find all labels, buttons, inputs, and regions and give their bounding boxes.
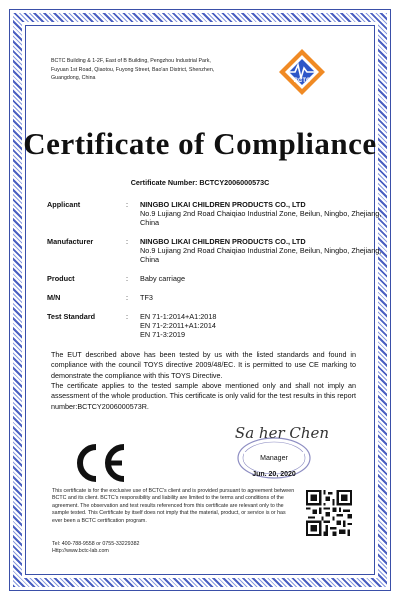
certificate-title: Certificate of Compliance [23,126,377,161]
test-standard-2: EN 71-2:2011+A1:2014 [140,321,216,331]
signature-name: Sa her Chen [234,424,330,442]
manufacturer-label: Manufacturer [47,237,94,246]
address-line-3: Guangdong, China [51,75,96,82]
applicant-address: No.9 Lujiang 2nd Road Chaiqiao Industrial Zone, Beilun, Ningbo, Zhejiang, China [140,209,382,228]
model-label: M/N [47,293,61,302]
manufacturer-value [140,237,400,265]
certificate-number-line [0,178,400,187]
signature-date: Jun. 20, 2020 [252,471,296,478]
model-value: TF3 [140,293,153,302]
certificate-number: BCTCY2006000573C [199,178,270,187]
applicant-label: Applicant [47,200,81,209]
test-standard-1: EN 71-1:2014+A1:2018 [140,312,217,321]
disclaimer-fine-print: This certificate is for the exclusive use of BCTC's client and is provided pursuant to agreement between BCTC and its client. BCTC's responsibility and liability are limited to the terms and conditions of the agreement. The observation and test results referenced from this certificate are relevant only to the sample tested. This Certificate by itself does not imply that the material, product, or service is or has ever been a BCTC certification program. [52,488,295,524]
address-line-1: BCTC Building & 1-2F, East of B Building, Pengzhou Industrial Park, [51,58,211,64]
bctc-logo [267,47,337,95]
issuer-address [51,57,256,83]
address-line-2: Fuyuan 1st Road, Qiaotou, Fuyong Street, Bao'an District, Shenzhen, [51,66,215,73]
contact-website: Http://www.bctc-lab.com [52,548,109,555]
contact-tel: Tel: 400-788-9558 or 0755-33229382 [52,541,140,547]
test-standard-value [140,312,400,340]
statement-paragraph-2: The certificate applies to the tested sample above mentioned only and shall not imply an assessment of the whole production. This certificate is only valid for the test results in this report number:BCTCY2006000573R. [51,381,356,411]
manufacturer-name: NINGBO LIKAI CHILDREN PRODUCTS CO., LTD [140,237,306,246]
qr-code [306,490,352,536]
contact-info [52,541,252,556]
product-value: Baby carriage [140,274,186,283]
applicant-name: NINGBO LIKAI CHILDREN PRODUCTS CO., LTD [140,200,306,209]
test-standard-label: Test Standard [47,312,96,321]
manufacturer-address: No.9 Lujiang 2nd Road Chaiqiao Industrial Zone, Beilun, Ningbo, Zhejiang, China [140,246,382,265]
ce-mark [70,441,130,485]
ce-mark-text: CE [70,441,72,442]
statement-paragraph-1: The EUT described above has been tested by us with the listed standards and found in compliance with the council TOYS directive 2009/48/EC. It is permitted to use CE marking to demonstrate the compliance with this TOYS Directive. [51,350,356,380]
signature-stamp [226,418,338,486]
certificate-number-label: Certificate Number: [130,178,198,187]
product-label: Product [47,274,75,283]
signature-role: Manager [260,455,288,462]
logo-text: BCTC [293,78,311,84]
applicant-value [140,200,400,228]
test-standard-3: EN 71-3:2019 [140,330,186,340]
